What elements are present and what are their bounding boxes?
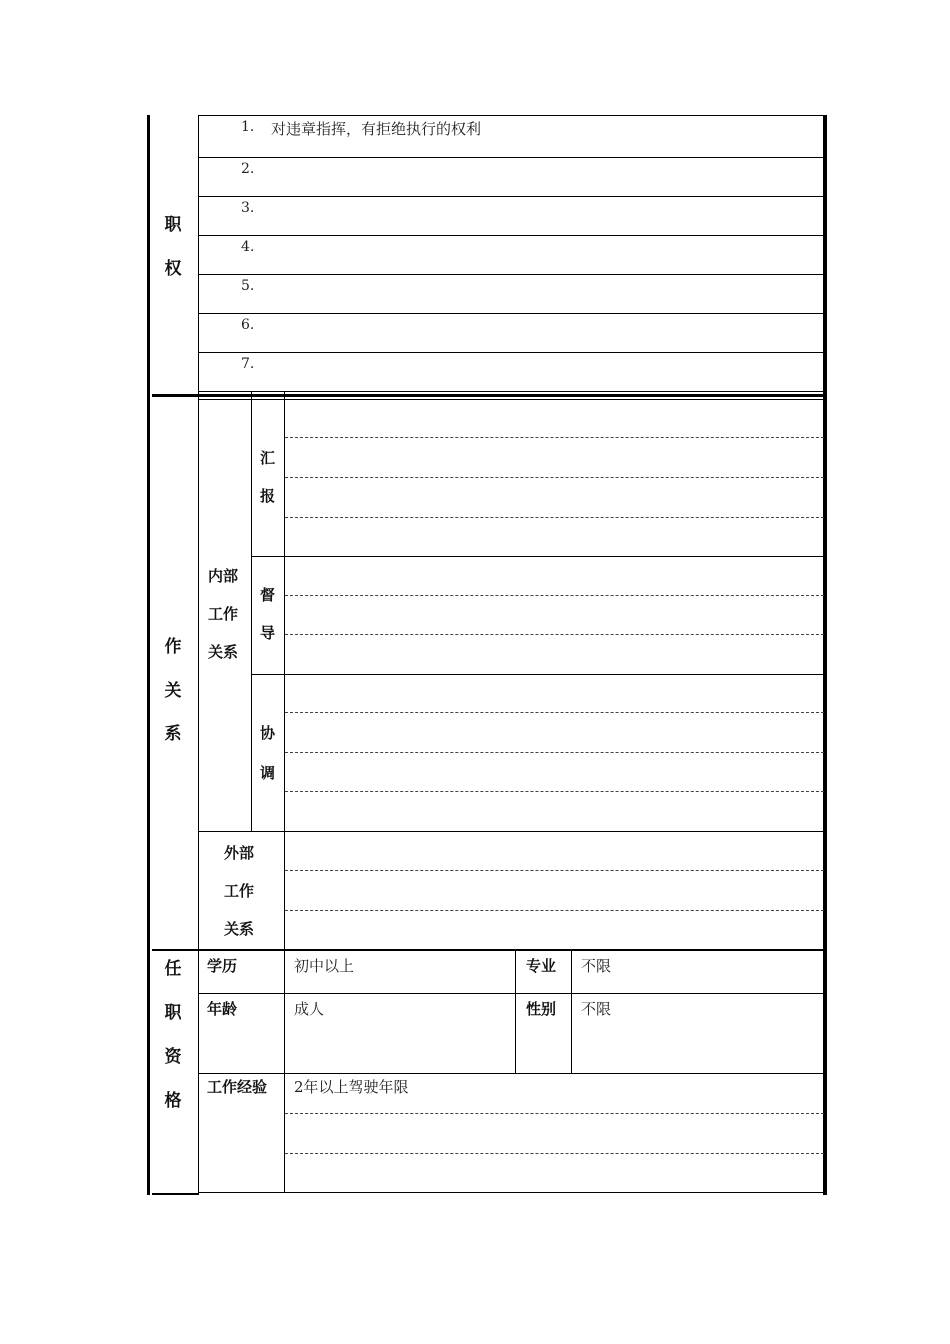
experience-line bbox=[285, 1153, 824, 1154]
age-value: 成人 bbox=[294, 1000, 325, 1018]
report-label-char-2: 报 bbox=[260, 487, 276, 505]
experience-label: 工作经验 bbox=[207, 1078, 268, 1096]
qualifications-separator bbox=[152, 949, 824, 951]
supervise-line bbox=[285, 595, 824, 596]
authority-row-divider bbox=[198, 313, 824, 314]
authority-item-6-num: 6. bbox=[241, 317, 255, 333]
external-relations-label bbox=[224, 834, 254, 948]
authority-item-1-text: 对违章指挥，有拒绝执行的权利 bbox=[271, 120, 482, 138]
major-value: 不限 bbox=[581, 957, 612, 975]
authority-row-divider bbox=[198, 274, 824, 275]
bottom-border bbox=[152, 1193, 199, 1195]
supervise-label bbox=[260, 576, 275, 652]
qualifications-section-label bbox=[158, 954, 188, 1111]
education-label: 学历 bbox=[207, 957, 238, 975]
label-column-divider bbox=[198, 115, 199, 1195]
qualifications-label-char-4: 格 bbox=[164, 1091, 182, 1111]
experience-line bbox=[285, 1113, 824, 1114]
authority-item-4-num: 4. bbox=[241, 239, 255, 255]
report-label-char-1: 汇 bbox=[260, 449, 276, 467]
external-label-line-2: 工作 bbox=[224, 882, 255, 900]
relations-section-label bbox=[158, 632, 188, 744]
external-line bbox=[285, 870, 824, 871]
supervise-label-char-1: 督 bbox=[260, 586, 276, 604]
authority-row-divider bbox=[198, 391, 824, 392]
coordinate-line bbox=[285, 791, 824, 792]
external-label-line-3: 关系 bbox=[224, 920, 255, 938]
age-row-divider bbox=[198, 1073, 824, 1074]
qualifications-label-char-3: 资 bbox=[164, 1047, 182, 1067]
authority-item-1-num: 1. bbox=[241, 119, 255, 135]
report-bottom-divider bbox=[251, 556, 824, 557]
authority-row-divider bbox=[198, 235, 824, 236]
coordinate-line bbox=[285, 712, 824, 713]
gender-value: 不限 bbox=[581, 1000, 612, 1018]
supervise-bottom-divider bbox=[251, 674, 824, 675]
authority-row-divider bbox=[198, 196, 824, 197]
authority-item-5-num: 5. bbox=[241, 278, 255, 294]
qualifications-label-char-1: 任 bbox=[164, 959, 182, 979]
coordinate-label-char-2: 调 bbox=[260, 764, 276, 782]
age-label: 年龄 bbox=[207, 1000, 238, 1018]
authority-item-3-num: 3. bbox=[241, 200, 255, 216]
report-label bbox=[260, 439, 275, 515]
external-line bbox=[285, 910, 824, 911]
report-line bbox=[285, 437, 824, 438]
supervise-label-char-2: 导 bbox=[260, 624, 276, 642]
major-label: 专业 bbox=[526, 957, 557, 975]
internal-label-divider bbox=[251, 392, 252, 831]
authority-label-char-1: 职 bbox=[164, 215, 182, 235]
qualifications-label-char-2: 职 bbox=[164, 1003, 182, 1023]
authority-row-divider bbox=[198, 352, 824, 353]
major-value-divider bbox=[571, 950, 572, 1073]
coordinate-line bbox=[285, 752, 824, 753]
left-border bbox=[147, 115, 150, 1195]
internal-relations-label bbox=[208, 557, 238, 671]
coordinate-label bbox=[260, 713, 275, 793]
top-border bbox=[198, 115, 824, 116]
education-value: 初中以上 bbox=[294, 957, 355, 975]
coordinate-label-char-1: 协 bbox=[260, 724, 276, 742]
section-separator bbox=[152, 394, 824, 397]
authority-row-divider bbox=[198, 157, 824, 158]
education-row-divider bbox=[198, 993, 824, 994]
internal-label-line-1: 内部 bbox=[208, 567, 239, 585]
major-label-divider bbox=[515, 950, 516, 1073]
bottom-border-right bbox=[198, 1192, 824, 1193]
internal-label-line-2: 工作 bbox=[208, 605, 239, 623]
supervise-line bbox=[285, 634, 824, 635]
relations-label-char-1: 作 bbox=[164, 637, 182, 657]
section-separator-thin bbox=[198, 399, 824, 400]
external-label-line-1: 外部 bbox=[224, 844, 255, 862]
authority-section-label bbox=[158, 210, 188, 279]
relations-label-char-2: 关 bbox=[164, 681, 182, 701]
relations-label-char-3: 系 bbox=[164, 724, 182, 744]
internal-bottom-divider bbox=[198, 831, 824, 832]
authority-label-char-2: 权 bbox=[164, 259, 182, 279]
experience-value: 2年以上驾驶年限 bbox=[294, 1078, 409, 1096]
report-line bbox=[285, 477, 824, 478]
authority-item-7-num: 7. bbox=[241, 356, 255, 372]
gender-label: 性别 bbox=[526, 1000, 557, 1018]
authority-item-2-num: 2. bbox=[241, 161, 255, 177]
internal-label-line-3: 关系 bbox=[208, 643, 239, 661]
report-line bbox=[285, 517, 824, 518]
right-border bbox=[823, 115, 827, 1195]
